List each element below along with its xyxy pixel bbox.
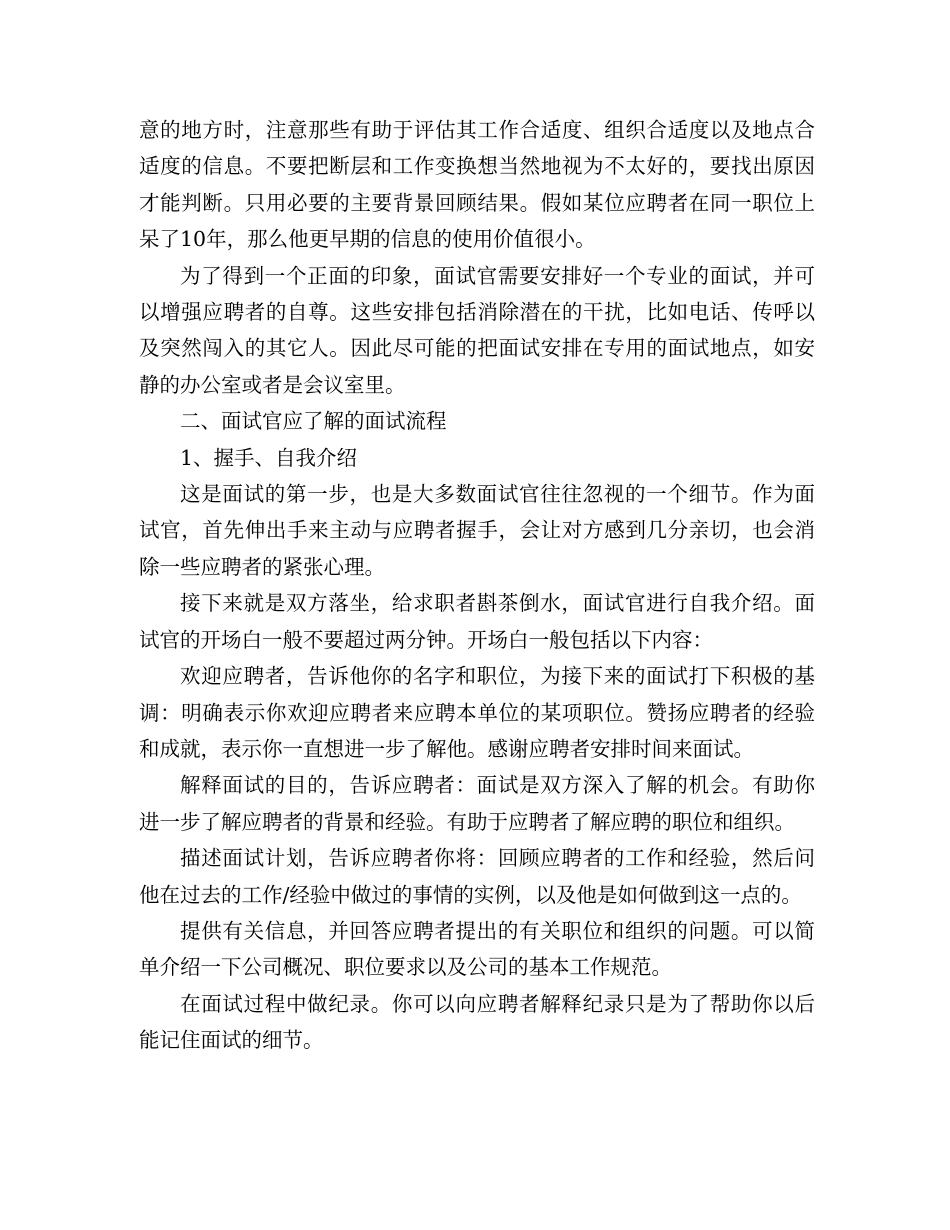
paragraph-explain-purpose: 解释面试的目的，告诉应聘者：面试是双方深入了解的机会。有助你进一步了解应聘者的背景和经验。有助于应聘者了解应聘的职位和组织。 <box>139 773 815 834</box>
paragraph-opening-remarks: 接下来就是双方落坐，给求职者斟茶倒水，面试官进行自我介绍。面试官的开场白一般不要超过两分钟。开场白一般包括以下内容： <box>139 591 815 652</box>
paragraph-welcome-applicant: 欢迎应聘者，告诉他你的名字和职位，为接下来的面试打下积极的基调：明确表示你欢迎应聘者来应聘本单位的某项职位。赞扬应聘者的经验和成就，表示你一直想进一步了解他。感谢应聘者安排时间来面试。 <box>139 664 815 761</box>
paragraph-describe-plan: 描述面试计划，告诉应聘者你将：回顾应聘者的工作和经验，然后问他在过去的工作/经验中做过的事情的实例，以及他是如何做到这一点的。 <box>139 846 815 907</box>
paragraph-provide-information: 提供有关信息，并回答应聘者提出的有关职位和组织的问题。可以简单介绍一下公司概况、职位要求以及公司的基本工作规范。 <box>139 918 815 980</box>
paragraph-interview-arrangement: 为了得到一个正面的印象，面试官需要安排好一个专业的面试，并可以增强应聘者的自尊。这些安排包括消除潜在的干扰，比如电话、传呼以及突然闯入的其它人。因此尽可能的把面试安排在专用的面试地点，如安静的办公室或者是会议室里。 <box>139 263 815 397</box>
paragraph-first-step: 这是面试的第一步，也是大多数面试官往往忽视的一个细节。作为面试官，首先伸出手来主动与应聘者握手，会让对方感到几分亲切，也会消除一些应聘者的紧张心理。 <box>139 482 815 579</box>
subheading-handshake-introduction: 1、握手、自我介绍 <box>180 445 358 470</box>
section-heading-interview-process: 二、面试官应了解的面试流程 <box>180 409 447 434</box>
paragraph-take-notes: 在面试过程中做纪录。你可以向应聘者解释纪录只是为了帮助你以后能记住面试的细节。 <box>139 991 815 1053</box>
document-body <box>139 112 815 1059</box>
paragraph-continuation: 意的地方时，注意那些有助于评估其工作合适度、组织合适度以及地点合适度的信息。不要把断层和工作变换想当然地视为不太好的，要找出原因才能判断。只用必要的主要背景回顾结果。假如某位应聘者在同一职位上呆了10年，那么他更早期的信息的使用价值很小。 <box>139 118 815 252</box>
